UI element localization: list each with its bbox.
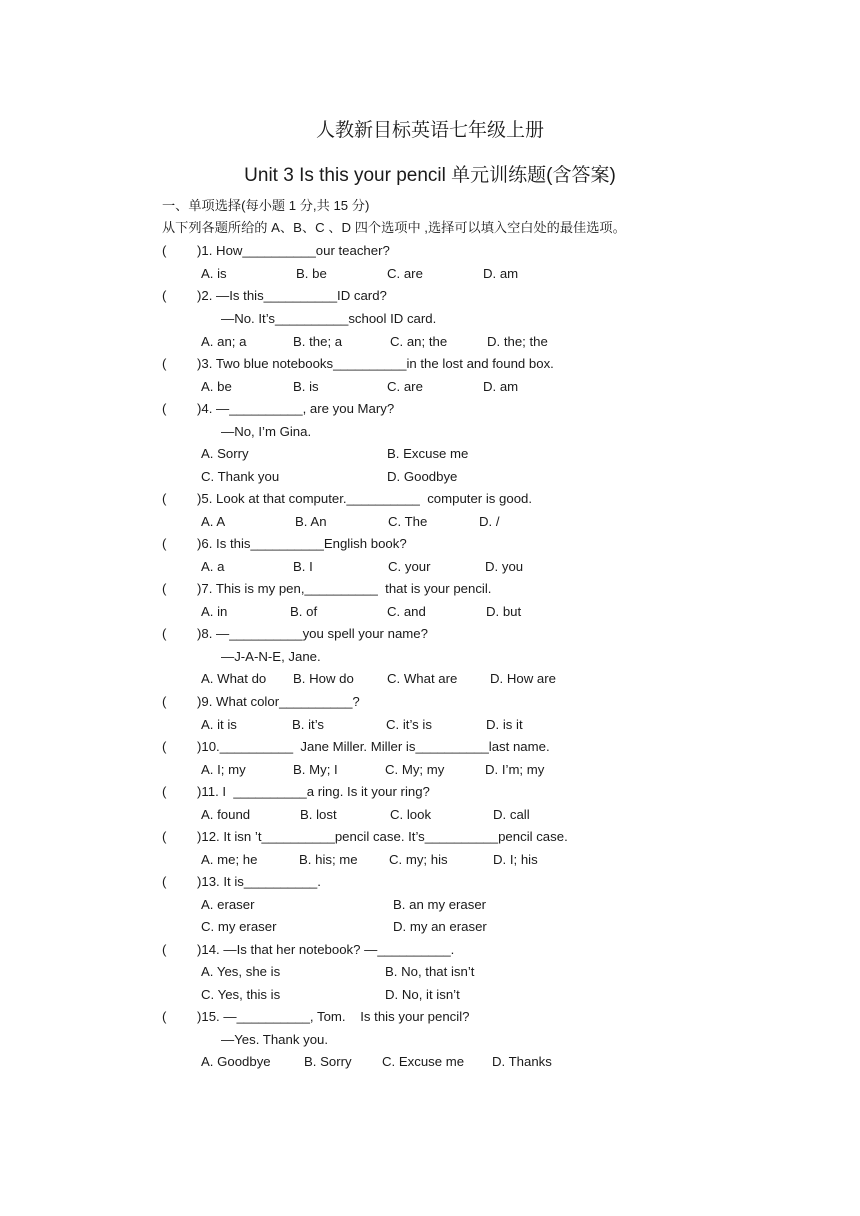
- question-9-option-d: D. is it: [486, 717, 523, 732]
- question-4-option-d: D. Goodbye: [387, 469, 458, 484]
- question-10-option-d: D. I’m; my: [485, 762, 545, 777]
- question-14-option-b: B. No, that isn’t: [385, 964, 475, 979]
- question-14-text: )14. —Is that her notebook? —__________.: [197, 942, 455, 957]
- question-8-option-b: B. How do: [293, 671, 354, 686]
- question-15-reply: —Yes. Thank you.: [221, 1032, 329, 1047]
- answer-blank-paren: (: [162, 243, 167, 258]
- question-10-option-c: C. My; my: [385, 762, 445, 777]
- question-7-option-c: C. and: [387, 604, 426, 619]
- question-12-option-a: A. me; he: [201, 852, 258, 867]
- question-11-option-b: B. lost: [300, 807, 337, 822]
- question-3-option-a: A. be: [201, 379, 232, 394]
- question-15-text: )15. —__________, Tom. Is this your pencil?: [197, 1009, 470, 1024]
- answer-blank-paren: (: [162, 942, 167, 957]
- answer-blank-paren: (: [162, 694, 167, 709]
- question-12-option-c: C. my; his: [389, 852, 448, 867]
- question-9-option-b: B. it’s: [292, 717, 325, 732]
- question-4-reply: —No, I’m Gina.: [221, 424, 312, 439]
- question-11-text: )11. I __________a ring. Is it your ring?: [197, 784, 430, 799]
- question-14-option-d: D. No, it isn’t: [385, 987, 460, 1002]
- page-subtitle: Unit 3 Is this your pencil 单元训练题(含答案): [244, 165, 616, 186]
- question-4-option-c: C. Thank you: [201, 469, 280, 484]
- question-3-option-b: B. is: [293, 379, 319, 394]
- answer-blank-paren: (: [162, 536, 167, 551]
- page-title: 人教新目标英语七年级上册: [315, 119, 544, 141]
- question-10-text: )10.__________ Jane Miller. Miller is__________last name.: [197, 739, 550, 754]
- question-1-option-b: B. be: [296, 266, 327, 281]
- question-13-option-b: B. an my eraser: [393, 897, 487, 912]
- question-8-text: )8. —__________you spell your name?: [197, 626, 428, 641]
- question-7-text: )7. This is my pen,__________ that is your pencil.: [197, 581, 492, 596]
- answer-blank-paren: (: [162, 288, 167, 303]
- answer-blank-paren: (: [162, 491, 167, 506]
- question-6-option-a: A. a: [201, 559, 225, 574]
- question-14-option-a: A. Yes, she is: [201, 964, 281, 979]
- question-11-option-a: A. found: [201, 807, 251, 822]
- question-6-option-c: C. your: [388, 559, 431, 574]
- question-13-text: )13. It is__________.: [197, 874, 321, 889]
- question-15-option-c: C. Excuse me: [382, 1054, 465, 1069]
- question-11-option-d: D. call: [493, 807, 530, 822]
- question-13-option-c: C. my eraser: [201, 919, 277, 934]
- answer-blank-paren: (: [162, 739, 167, 754]
- question-5-text: )5. Look at that computer.__________ computer is good.: [197, 491, 533, 506]
- answer-blank-paren: (: [162, 829, 167, 844]
- question-5-option-d: D. /: [479, 514, 500, 529]
- question-14-option-c: C. Yes, this is: [201, 987, 281, 1002]
- question-13-option-d: D. my an eraser: [393, 919, 487, 934]
- question-4-text: )4. —__________, are you Mary?: [197, 401, 395, 416]
- question-4-option-a: A. Sorry: [201, 446, 249, 461]
- question-7-option-d: D. but: [486, 604, 522, 619]
- question-5-option-c: C. The: [388, 514, 428, 529]
- question-1-option-a: A. is: [201, 266, 227, 281]
- question-9-option-c: C. it’s is: [386, 717, 432, 732]
- question-6-option-d: D. you: [485, 559, 524, 574]
- question-2-option-a: A. an; a: [201, 334, 247, 349]
- question-2-reply: —No. It’s__________school ID card.: [221, 311, 437, 326]
- question-2-text: )2. —Is this__________ID card?: [197, 288, 387, 303]
- question-11-option-c: C. look: [390, 807, 432, 822]
- question-9-text: )9. What color__________?: [197, 694, 360, 709]
- question-2-option-d: D. the; the: [487, 334, 548, 349]
- answer-blank-paren: (: [162, 874, 167, 889]
- section-heading: 一、单项选择(每小题 1 分,共 15 分): [162, 198, 370, 213]
- question-3-option-d: D. am: [483, 379, 519, 394]
- question-3-option-c: C. are: [387, 379, 423, 394]
- question-10-option-b: B. My; I: [293, 762, 338, 777]
- question-5-option-b: B. An: [295, 514, 327, 529]
- answer-blank-paren: (: [162, 784, 167, 799]
- question-1-option-c: C. are: [387, 266, 423, 281]
- question-1-text: )1. How__________our teacher?: [197, 243, 390, 258]
- question-7-option-a: A. in: [201, 604, 228, 619]
- question-2-option-c: C. an; the: [390, 334, 448, 349]
- question-12-text: )12. It isn ’t__________pencil case. It’s__________pencil case.: [197, 829, 568, 844]
- question-10-option-a: A. I; my: [201, 762, 246, 777]
- question-15-option-a: A. Goodbye: [201, 1054, 271, 1069]
- answer-blank-paren: (: [162, 1009, 167, 1024]
- question-8-reply: —J-A-N-E, Jane.: [221, 649, 321, 664]
- answer-blank-paren: (: [162, 581, 167, 596]
- question-4-option-b: B. Excuse me: [387, 446, 469, 461]
- question-3-text: )3. Two blue notebooks__________in the lost and found box.: [197, 356, 554, 371]
- question-6-text: )6. Is this__________English book?: [197, 536, 407, 551]
- question-15-option-d: D. Thanks: [492, 1054, 552, 1069]
- question-13-option-a: A. eraser: [201, 897, 255, 912]
- question-8-option-c: C. What are: [387, 671, 458, 686]
- question-6-option-b: B. I: [293, 559, 313, 574]
- question-8-option-d: D. How are: [490, 671, 556, 686]
- question-9-option-a: A. it is: [201, 717, 237, 732]
- question-7-option-b: B. of: [290, 604, 318, 619]
- question-12-option-b: B. his; me: [299, 852, 358, 867]
- answer-blank-paren: (: [162, 356, 167, 371]
- question-5-option-a: A. A: [201, 514, 226, 529]
- section-instruction: 从下列各题所给的 A、B、C 、D 四个选项中 ,选择可以填入空白处的最佳选项。: [162, 220, 626, 235]
- question-12-option-d: D. I; his: [493, 852, 538, 867]
- question-2-option-b: B. the; a: [293, 334, 343, 349]
- question-1-option-d: D. am: [483, 266, 519, 281]
- question-8-option-a: A. What do: [201, 671, 267, 686]
- answer-blank-paren: (: [162, 401, 167, 416]
- answer-blank-paren: (: [162, 626, 167, 641]
- question-15-option-b: B. Sorry: [304, 1054, 352, 1069]
